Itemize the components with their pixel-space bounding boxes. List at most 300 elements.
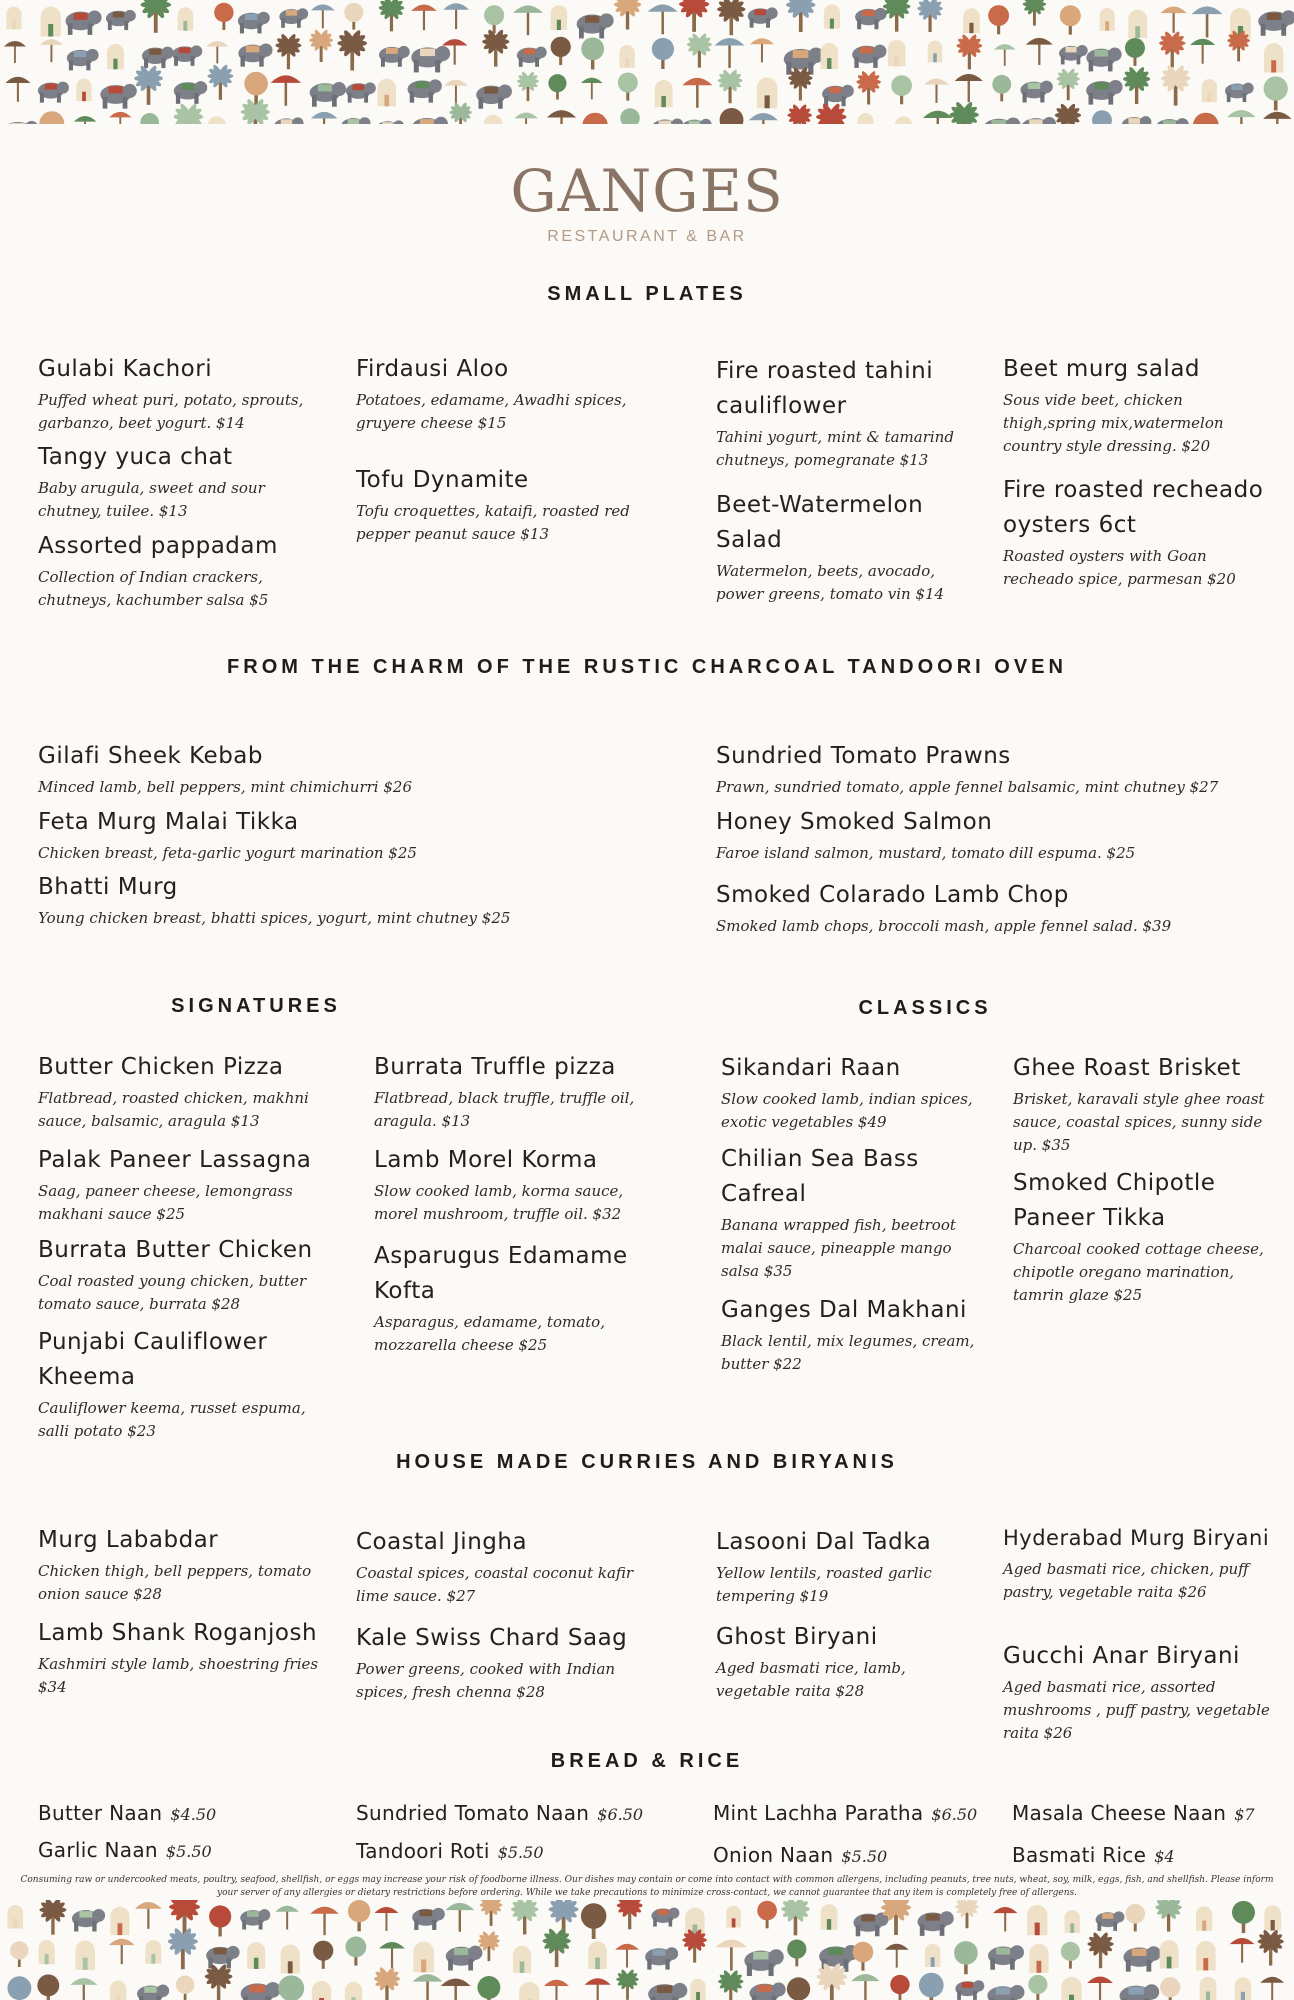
item-description: Puffed wheat puri, potato, sprouts, garbanzo, beet yogurt. $14: [38, 391, 304, 432]
dome-icon: [110, 1981, 126, 2000]
tree-icon: [1125, 1904, 1145, 1931]
elephant-icon: [855, 8, 887, 29]
umbrella-icon: [682, 78, 712, 108]
item-description: Minced lamb, bell peppers, mint chimichurri $26: [38, 778, 412, 796]
bread-item: [713, 1801, 977, 1825]
umbrella-icon: [1227, 110, 1255, 124]
elephant-icon: [100, 84, 136, 109]
dome-icon: [655, 80, 673, 107]
tree-icon: [551, 37, 571, 65]
dome-icon: [1029, 1944, 1048, 1973]
elephant-icon: [822, 85, 854, 107]
item-description: Watermelon, beets, avocado, power greens, tomato vin $14: [716, 562, 945, 603]
elephant-icon: [408, 79, 442, 102]
item-description: Young chicken breast, bhatti spices, yogurt, mint chutney $25: [38, 909, 511, 927]
tree-icon: [7, 1976, 31, 2000]
bread-item: [1012, 1801, 1255, 1825]
umbrella-icon: [514, 113, 537, 124]
tree-icon: [853, 1942, 874, 1971]
umbrella-icon: [885, 1944, 909, 1968]
umbrella-icon: [1026, 38, 1053, 65]
umbrella-icon: [443, 3, 469, 29]
elephant-icon: [476, 85, 512, 109]
elephant-icon: [1020, 81, 1052, 103]
bread-item: [38, 1838, 212, 1862]
item-price: $5.50: [841, 1847, 888, 1866]
tree-icon: [176, 1976, 194, 2000]
dome-icon: [247, 1942, 265, 1969]
elephant-icon: [376, 120, 404, 124]
section-title-bread-rice: BREAD & RICE: [550, 1750, 744, 1772]
tree-icon: [214, 3, 233, 30]
menu-item: [38, 440, 318, 523]
tree-icon: [1061, 1942, 1080, 1969]
menu-item: [356, 352, 641, 435]
tree-icon: [37, 1974, 59, 2000]
menu-item: [374, 1143, 664, 1226]
palm-tree-icon: [207, 63, 233, 100]
elephant-icon: [38, 82, 69, 103]
palm-tree-icon: [275, 33, 301, 70]
item-description: Aged basmati rice, chicken, puff pastry, vegetable raita $26: [1003, 1560, 1249, 1601]
item-price: $6.50: [931, 1805, 978, 1824]
palm-tree-icon: [950, 100, 979, 124]
umbrella-icon: [74, 116, 97, 124]
menu-item: [356, 463, 641, 546]
dome-icon: [413, 1942, 434, 1973]
item-name: Gulabi Kachori: [38, 356, 213, 382]
dome-icon: [1160, 1940, 1179, 1968]
item-name: Gilafi Sheek Kebab: [38, 743, 263, 769]
elephant-icon: [412, 117, 448, 124]
palm-tree-icon: [614, 0, 641, 29]
elephant-icon: [651, 119, 683, 124]
dome-icon: [821, 1904, 838, 1930]
item-price: $4: [1154, 1847, 1175, 1866]
item-name: Palak Paneer Lassagna: [38, 1147, 312, 1173]
elephant-icon: [987, 1985, 1024, 2000]
dome-icon: [345, 1982, 362, 2000]
tree-icon: [618, 73, 638, 101]
menu-item: [38, 352, 333, 435]
elephant-icon: [748, 7, 778, 27]
dome-icon: [1128, 10, 1147, 38]
item-description: Roasted oysters with Goan recheado spice, parmesan $20: [1003, 547, 1236, 588]
umbrella-icon: [1087, 1977, 1113, 2000]
palm-tree-icon: [337, 28, 367, 70]
menu-item: [38, 739, 658, 799]
elephant-icon: [917, 1911, 953, 1936]
item-description: Faroe island salmon, mustard, tomato dill espuma. $25: [716, 844, 1136, 862]
palm-tree-icon: [1055, 102, 1081, 124]
umbrella-icon: [206, 41, 228, 63]
elephant-icon: [3, 121, 38, 124]
item-name: Ghee Roast Brisket: [1013, 1055, 1241, 1081]
elephant-icon: [411, 46, 450, 72]
illustration-pattern: [0, 1900, 1294, 2000]
dome-icon: [107, 44, 124, 69]
bread-item: [713, 1843, 887, 1867]
palm-tree-icon: [134, 64, 163, 105]
item-name: Gucchi Anar Biryani: [1003, 1643, 1240, 1669]
umbrella-icon: [715, 38, 745, 68]
item-name: Garlic Naan: [38, 1838, 158, 1862]
tree-icon: [1160, 1977, 1180, 2000]
umbrella-icon: [615, 1944, 639, 1968]
dome-icon: [620, 45, 635, 68]
tree-icon: [757, 1901, 777, 1929]
dome-icon: [726, 1906, 741, 1928]
dome-icon: [1196, 1906, 1212, 1930]
elephant-icon: [346, 82, 376, 102]
umbrella-icon: [716, 1939, 747, 1970]
umbrella-icon: [310, 1907, 338, 1935]
dome-icon: [1264, 43, 1284, 72]
elephant-icon: [1225, 83, 1254, 102]
item-name: Kale Swiss Chard Saag: [356, 1625, 628, 1651]
elephant-icon: [1122, 116, 1152, 124]
palm-tree-icon: [856, 70, 881, 105]
item-name: Burrata Butter Chicken: [38, 1237, 313, 1263]
umbrella-icon: [375, 1907, 399, 1931]
elephant-icon: [1021, 117, 1056, 124]
umbrella-icon: [441, 1979, 471, 2000]
dome-icon: [6, 7, 21, 30]
elephant-icon: [648, 1983, 687, 2000]
tree-icon: [1092, 110, 1112, 124]
item-name: Ghost Biryani: [716, 1624, 878, 1650]
palm-tree-icon: [718, 68, 743, 103]
dome-icon: [690, 1979, 705, 2000]
item-description: Power greens, cooked with Indian spices, fresh chenna $28: [356, 1660, 616, 1701]
umbrella-icon: [994, 44, 1016, 66]
palm-tree-icon: [169, 1900, 200, 1935]
item-description: Slow cooked lamb, indian spices, exotic vegetables $49: [721, 1090, 973, 1131]
item-name: Hyderabad Murg Biryani: [1003, 1526, 1270, 1550]
umbrella-icon: [5, 77, 30, 102]
palm-tree-icon: [1155, 1900, 1181, 1932]
umbrella-icon: [135, 1902, 162, 1929]
tree-icon: [954, 1941, 978, 1974]
umbrella-icon: [750, 38, 774, 62]
elephant-icon: [240, 1909, 270, 1929]
section-title-signatures: SIGNATURES: [171, 995, 341, 1017]
item-description: Brisket, karavali style ghee roast sauce, coastal spices, sunny side up. $35: [1013, 1090, 1265, 1154]
item-name: Lamb Morel Korma: [374, 1147, 598, 1173]
brand-name: GANGES: [510, 157, 784, 225]
umbrella-icon: [413, 1974, 443, 2000]
dome-icon: [821, 43, 838, 69]
palm-tree-icon: [1057, 67, 1080, 100]
palm-tree-icon: [1159, 30, 1185, 67]
tree-icon: [787, 1977, 810, 2000]
umbrella-icon: [923, 111, 953, 124]
item-name: Mint Lachha Paratha: [713, 1801, 924, 1825]
palm-tree-icon: [786, 0, 816, 32]
dome-icon: [1264, 1905, 1281, 1930]
tree-icon: [988, 5, 1009, 34]
menu-item: [1013, 1051, 1278, 1157]
decorative-top-band: [0, 0, 1294, 124]
elephant-icon: [1059, 45, 1088, 64]
elephant-icon: [955, 1980, 984, 2000]
item-name: Tofu Dynamite: [356, 467, 529, 493]
palm-tree-icon: [379, 0, 405, 31]
menu-item: [38, 870, 658, 930]
palm-tree-icon: [1161, 64, 1191, 106]
palm-tree-icon: [616, 1968, 638, 2000]
palm-tree-icon: [917, 0, 943, 32]
elephant-icon: [174, 81, 207, 104]
item-description: Aged basmati rice, assorted mushrooms , puff pastry, vegetable raita $26: [1003, 1678, 1270, 1742]
umbrella-icon: [40, 39, 63, 62]
umbrella-icon: [1230, 1938, 1255, 1963]
item-name: Punjabi Cauliflower Kheema: [38, 1329, 268, 1390]
tree-icon: [1232, 1901, 1255, 1933]
dome-icon: [110, 1907, 129, 1935]
menu-item: [716, 1525, 981, 1608]
tree-icon: [548, 74, 566, 99]
umbrella-icon: [581, 78, 603, 100]
elephant-icon: [279, 8, 308, 28]
tree-icon: [39, 111, 64, 124]
menu-item: [356, 1621, 641, 1704]
elephant-icon: [750, 1983, 786, 2000]
tree-icon: [1264, 76, 1288, 110]
umbrella-icon: [271, 75, 302, 106]
item-description: Black lentil, mix legumes, cream, butter $22: [721, 1332, 975, 1373]
item-name: Ganges Dal Makhani: [721, 1297, 967, 1323]
item-description: Charcoal cooked cottage cheese, chipotle oregano marination, tamrin glaze $25: [1013, 1240, 1264, 1304]
menu-item: [374, 1239, 664, 1357]
restaurant-logo: [0, 157, 1294, 246]
item-name: Onion Naan: [713, 1843, 834, 1867]
dome-icon: [588, 1941, 606, 1969]
item-name: Lasooni Dal Tadka: [716, 1529, 932, 1555]
dome-icon: [1202, 79, 1217, 102]
elephant-icon: [1120, 1984, 1160, 2000]
dome-icon: [75, 1941, 95, 1970]
dome-icon: [925, 1944, 940, 1967]
dome-icon: [145, 1940, 161, 1964]
dome-icon: [312, 1981, 331, 2000]
section-title-classics: CLASSICS: [858, 997, 992, 1019]
section-title-tandoor: FROM THE CHARM OF THE RUSTIC CHARCOAL TANDOORI OVEN: [227, 656, 1067, 678]
umbrella-icon: [1160, 7, 1186, 33]
elephant-icon: [853, 1913, 888, 1937]
umbrella-icon: [445, 1903, 474, 1932]
palm-tree-icon: [617, 1900, 643, 1929]
dome-icon: [888, 40, 906, 66]
tree-icon: [1028, 1975, 1047, 2000]
tree-icon: [345, 1936, 366, 1965]
dome-icon: [1061, 1977, 1081, 2000]
item-name: Smoked Chipotle Paneer Tikka: [1013, 1170, 1216, 1231]
umbrella-icon: [993, 1907, 1017, 1931]
palm-tree-icon: [39, 1900, 66, 1935]
item-description: Banana wrapped fish, beetroot malai sauce, pineapple mango salsa $35: [721, 1216, 956, 1280]
menu-item: [716, 1620, 981, 1703]
palm-tree-icon: [1023, 0, 1046, 26]
menu-item: [1003, 352, 1268, 458]
item-name: Tangy yuca chat: [38, 444, 233, 470]
item-price: $5.50: [497, 1843, 544, 1862]
item-price: $7: [1234, 1805, 1255, 1824]
tree-icon: [484, 5, 504, 33]
palm-tree-icon: [482, 28, 509, 66]
umbrella-icon: [585, 1978, 611, 2000]
umbrella-icon: [1260, 1977, 1284, 2000]
elephant-icon: [137, 1984, 169, 2000]
dome-icon: [513, 1946, 531, 1973]
item-description: Asparagus, edamame, tomato, mozzarella cheese $25: [374, 1313, 605, 1354]
umbrella-icon: [411, 4, 437, 30]
elephant-icon: [206, 1946, 239, 1969]
elephant-icon: [172, 45, 202, 65]
item-description: Sous vide beet, chicken thigh,spring mix,watermelon country style dressing. $20: [1003, 391, 1224, 455]
bread-item: [356, 1839, 544, 1863]
item-name: Beet murg salad: [1003, 356, 1201, 382]
umbrella-icon: [379, 1942, 405, 1968]
menu-item: [721, 1142, 991, 1283]
elephant-icon: [852, 45, 886, 68]
elephant-icon: [274, 117, 303, 124]
dome-icon: [378, 79, 396, 107]
menu-item: [38, 529, 318, 612]
item-description: Chicken breast, feta-garlic yogurt marination $25: [38, 844, 417, 862]
menu-item: [38, 1143, 338, 1226]
item-description: Flatbread, black truffle, truffle oil, aragula. $13: [374, 1089, 635, 1130]
item-name: Tandoori Roti: [356, 1839, 490, 1863]
item-name: Honey Smoked Salmon: [716, 809, 993, 835]
umbrella-icon: [1190, 39, 1215, 64]
menu-item: [38, 1325, 323, 1443]
item-name: Sundried Tomato Prawns: [716, 743, 1011, 769]
palm-tree-icon: [1087, 1931, 1113, 1968]
tree-icon: [992, 75, 1011, 101]
palm-tree-icon: [955, 1900, 978, 1928]
dome-icon: [1065, 1910, 1080, 1933]
umbrella-icon: [444, 80, 468, 104]
elephant-icon: [65, 10, 101, 34]
item-description: Tofu croquettes, kataifi, roasted red pepper peanut sauce $13: [356, 502, 630, 543]
umbrella-icon: [1263, 112, 1292, 124]
palm-tree-icon: [883, 0, 911, 32]
item-name: Murg Lababdar: [38, 1527, 219, 1553]
umbrella-icon: [547, 110, 576, 124]
umbrella-icon: [955, 74, 983, 102]
tree-icon: [919, 1973, 944, 2000]
elephant-icon: [1086, 48, 1121, 72]
tree-icon: [891, 75, 912, 104]
item-name: Bhatti Murg: [38, 874, 178, 900]
dome-icon: [858, 113, 874, 124]
umbrella-icon: [109, 1939, 134, 1964]
dome-icon: [1196, 1941, 1216, 1970]
dome-icon: [207, 116, 226, 124]
tree-icon: [620, 108, 639, 124]
menu-item: [721, 1051, 996, 1134]
elephant-icon: [1086, 80, 1122, 105]
umbrella-icon: [544, 1980, 569, 2000]
elephant-icon: [1155, 118, 1188, 124]
item-name: Butter Chicken Pizza: [38, 1054, 284, 1080]
umbrella-icon: [851, 1974, 879, 2000]
umbrella-icon: [648, 4, 678, 34]
palm-tree-icon: [956, 33, 982, 69]
tree-icon: [787, 1939, 806, 1966]
item-name: Basmati Rice: [1012, 1843, 1147, 1867]
item-description: Baby arugula, sweet and sour chutney, tuilee. $13: [38, 479, 265, 520]
elephant-icon: [1123, 1946, 1161, 1971]
item-name: Lamb Shank Roganjosh: [38, 1620, 318, 1646]
tree-icon: [890, 1975, 909, 2000]
tree-icon: [140, 113, 159, 124]
palm-tree-icon: [718, 1969, 743, 2000]
illustration-pattern: [0, 0, 1294, 124]
palm-tree-icon: [511, 1900, 538, 1934]
menu-item: [1013, 1166, 1278, 1307]
item-description: Potatoes, edamame, Awadhi spices, gruyere cheese $15: [356, 391, 627, 432]
item-price: $5.50: [165, 1842, 212, 1861]
item-name: Masala Cheese Naan: [1012, 1801, 1227, 1825]
palm-tree-icon: [374, 1966, 400, 2000]
item-name: Coastal Jingha: [356, 1529, 528, 1555]
elephant-icon: [651, 1908, 679, 1927]
item-name: Asparugus Edamame Kofta: [374, 1243, 628, 1304]
elephant-icon: [72, 1909, 105, 1932]
menu-item: [374, 1050, 664, 1133]
item-description: Slow cooked lamb, korma sauce, morel mushroom, truffle oil. $32: [374, 1182, 624, 1223]
item-name: Fire roasted tahini cauliflower: [716, 358, 934, 419]
brand-subtitle: RESTAURANT & BAR: [547, 228, 747, 245]
item-price: $4.50: [170, 1805, 217, 1824]
palm-tree-icon: [781, 1900, 810, 1935]
umbrella-icon: [311, 112, 338, 124]
tree-icon: [209, 1905, 231, 1936]
item-name: Burrata Truffle pizza: [374, 1054, 616, 1080]
elephant-icon: [682, 119, 712, 124]
menu-item: [1003, 1521, 1273, 1604]
dome-icon: [281, 1944, 300, 1973]
palm-tree-icon: [717, 0, 745, 35]
item-name: Beet-Watermelon Salad: [716, 492, 924, 553]
tree-icon: [582, 113, 607, 124]
dome-icon: [1235, 1977, 1252, 2000]
item-description: Cauliflower keema, russet espuma, salli potato $23: [38, 1399, 306, 1440]
umbrella-icon: [311, 4, 335, 28]
menu-item: [38, 805, 658, 865]
item-name: Smoked Colarado Lamb Chop: [716, 882, 1069, 908]
item-name: Feta Murg Malai Tikka: [38, 809, 299, 835]
dome-icon: [1200, 1977, 1217, 2000]
tree-icon: [278, 1975, 304, 2000]
elephant-icon: [446, 1946, 483, 1971]
item-name: Sikandari Raan: [721, 1055, 901, 1081]
palm-tree-icon: [679, 0, 709, 32]
menu-item: [38, 1523, 328, 1606]
umbrella-icon: [70, 1978, 97, 2000]
menu-item: [716, 354, 981, 472]
palm-tree-icon: [174, 102, 204, 124]
elephant-icon: [238, 43, 272, 66]
dome-icon: [178, 7, 194, 30]
elephant-icon: [744, 1949, 783, 1976]
dome-icon: [39, 1940, 55, 1964]
palm-tree-icon: [1123, 66, 1150, 104]
item-name: Butter Naan: [38, 1801, 163, 1825]
tree-icon: [581, 37, 604, 69]
